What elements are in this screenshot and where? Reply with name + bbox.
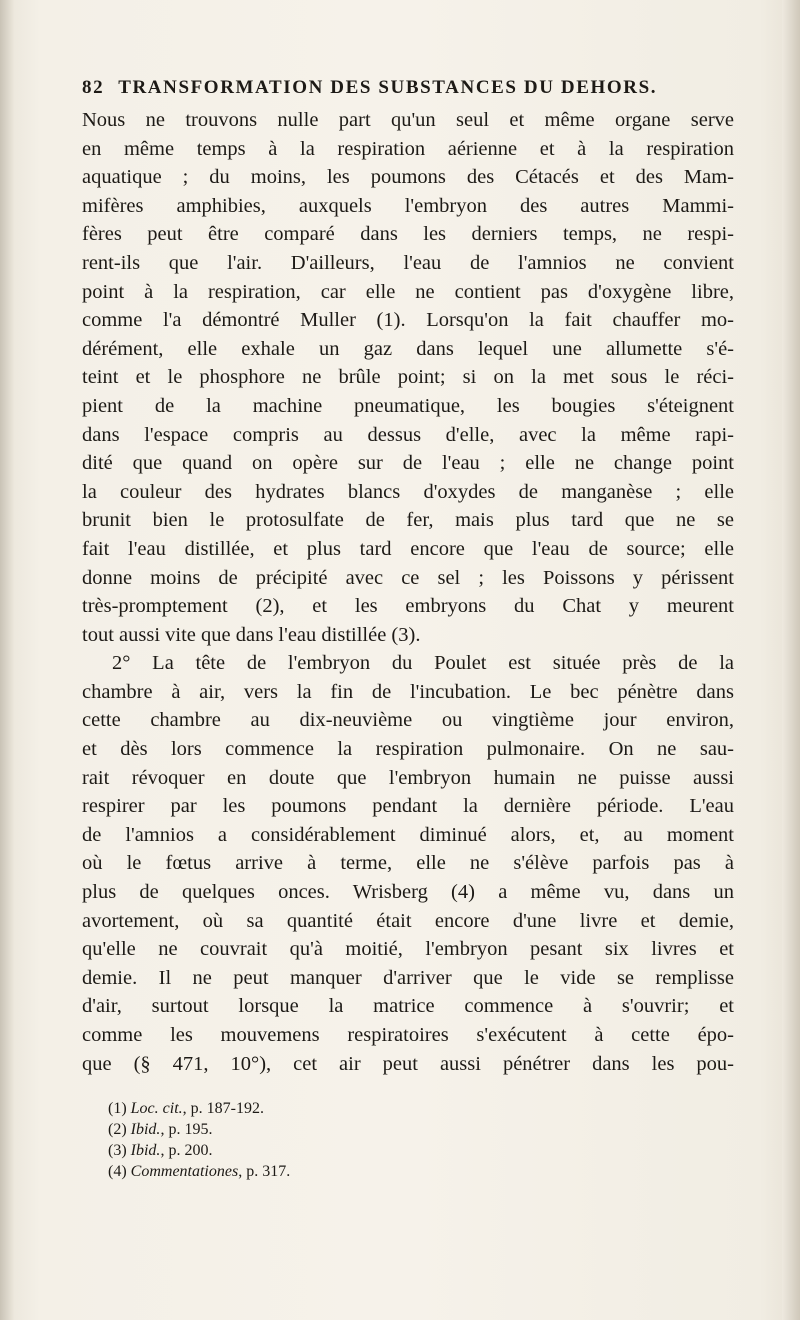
text-line: de l'amnios a considérablement diminué alors, et, au moment	[82, 823, 734, 846]
page-left-edge	[0, 0, 14, 1320]
footnote-reference: Commentationes	[130, 1163, 239, 1180]
text-line: chambre à air, vers la fin de l'incubation. Le bec pénètre dans	[82, 680, 734, 703]
footnote-page: , p. 200.	[160, 1142, 213, 1159]
footnote-page: , p. 187-192.	[182, 1100, 264, 1117]
footnote-number: (3)	[108, 1142, 127, 1159]
text-line: mifères amphibies, auxquels l'embryon des autres Mammi-	[82, 194, 734, 217]
footnote-number: (1)	[108, 1100, 127, 1117]
text-line: teint et le phosphore ne brûle point; si on la met sous le réci-	[82, 366, 734, 389]
footnote-reference: Loc. cit.	[130, 1100, 183, 1117]
text-line: dérément, elle exhale un gaz dans lequel une allumette s'é-	[82, 337, 734, 360]
footnote	[108, 1161, 708, 1182]
footnote-page: , p. 317.	[238, 1163, 291, 1180]
text-line: rent-ils que l'air. D'ailleurs, l'eau de l'amnios ne convient	[82, 251, 734, 274]
text-line: dans l'espace compris au dessus d'elle, avec la même rapi-	[82, 423, 734, 446]
footnote-number: (4)	[108, 1163, 127, 1180]
text-line: avortement, où sa quantité était encore d'une livre et demie,	[82, 909, 734, 932]
text-line: rait révoquer en doute que l'embryon humain ne puisse aussi	[82, 766, 734, 789]
footnote	[108, 1140, 708, 1161]
text-line: qu'elle ne couvrait qu'à moitié, l'embryon pesant six livres et	[82, 938, 734, 961]
text-line: demie. Il ne peut manquer d'arriver que le vide se remplisse	[82, 966, 734, 989]
text-line: comme les mouvemens respiratoires s'exécutent à cette épo-	[82, 1024, 734, 1046]
text-line: brunit bien le protosulfate de fer, mais plus tard que ne se	[82, 509, 734, 532]
text-line: point à la respiration, car elle ne contient pas d'oxygène libre,	[82, 280, 734, 303]
text-line: tout aussi vite que dans l'eau distillée (3).	[82, 623, 421, 646]
page-right-edge	[782, 0, 800, 1320]
text-line: aquatique ; du moins, les poumons des Cétacés et des Mam-	[82, 166, 734, 189]
text-line: d'air, surtout lorsque la matrice commence à s'ouvrir; et	[82, 995, 734, 1018]
running-header	[82, 77, 742, 99]
text-line: plus de quelques onces. Wrisberg (4) a même vu, dans un	[82, 881, 734, 904]
footnote-reference: Ibid.	[130, 1121, 161, 1138]
text-line: Nous ne trouvons nulle part qu'un seul et même organe serve	[82, 109, 734, 131]
footnotes	[108, 1098, 708, 1182]
text-line: la couleur des hydrates blancs d'oxydes de manganèse ; elle	[82, 480, 734, 503]
text-line: 2° La tête de l'embryon du Poulet est située près de la	[112, 652, 734, 675]
text-line: respirer par les poumons pendant la dernière période. L'eau	[82, 795, 734, 818]
footnote	[108, 1098, 708, 1119]
text-line: dité que quand on opère sur de l'eau ; elle ne change point	[82, 452, 734, 475]
text-line: donne moins de précipité avec ce sel ; les Poissons y périssent	[82, 566, 734, 589]
body-text	[82, 106, 734, 1078]
text-line: cette chambre au dix-neuvième ou vingtième jour environ,	[82, 709, 734, 732]
text-line: pient de la machine pneumatique, les bougies s'éteignent	[82, 394, 734, 417]
text-line: que (§ 471, 10°), cet air peut aussi pénétrer dans les pou-	[82, 1052, 734, 1075]
text-line: en même temps à la respiration aérienne et à la respiration	[82, 137, 734, 160]
text-line: fait l'eau distillée, et plus tard encore que l'eau de source; elle	[82, 537, 734, 560]
text-line: très-promptement (2), et les embryons du Chat y meurent	[82, 595, 734, 618]
running-title: TRANSFORMATION DES SUBSTANCES DU DEHORS.	[118, 77, 658, 98]
text-line: où le fœtus arrive à terme, elle ne s'élève parfois pas à	[82, 852, 734, 875]
footnote-reference: Ibid.	[130, 1142, 161, 1159]
footnote	[108, 1119, 708, 1140]
text-line: fères peut être comparé dans les derniers temps, ne respi-	[82, 223, 734, 246]
footnote-page: , p. 195.	[160, 1121, 213, 1138]
footnote-number: (2)	[108, 1121, 127, 1138]
page-number: 82	[82, 77, 105, 98]
text-line: comme l'a démontré Muller (1). Lorsqu'on la fait chauffer mo-	[82, 309, 734, 332]
text-line: et dès lors commence la respiration pulmonaire. On ne sau-	[82, 738, 734, 761]
